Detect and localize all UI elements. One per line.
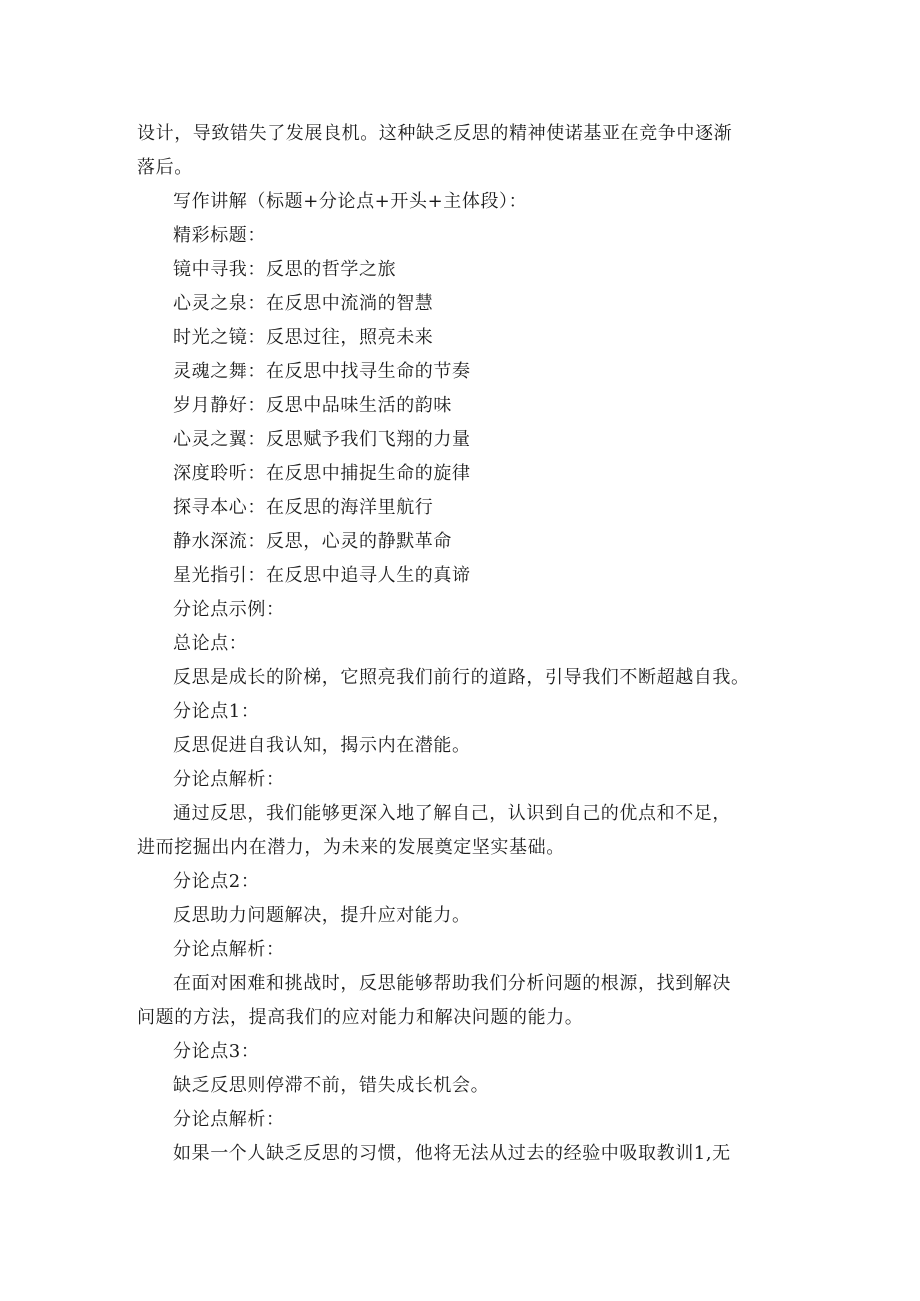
paragraph-line: 问题的方法，提高我们的应对能力和解决问题的能力。 (137, 1007, 584, 1028)
title-item: 岁月静好：反思中品味生活的韵味 (173, 395, 452, 416)
section-heading: 分论点示例： (173, 599, 285, 620)
thesis-statement: 反思是成长的阶梯，它照亮我们前行的道路，引导我们不断超越自我。 (173, 667, 750, 688)
title-item: 心灵之泉：在反思中流淌的智慧 (173, 293, 434, 314)
section-heading: 分论点3： (173, 1041, 260, 1062)
section-heading: 分论点解析： (173, 769, 285, 790)
section-heading: 分论点解析： (173, 939, 285, 960)
title-item: 心灵之翼：反思赋予我们飞翔的力量 (173, 429, 471, 450)
title-item: 静水深流：反思，心灵的静默革命 (173, 531, 452, 552)
paragraph-line: 在面对困难和挑战时，反思能够帮助我们分析问题的根源，找到解决 (173, 973, 731, 994)
paragraph-line: 落后。 (137, 157, 193, 178)
title-item: 探寻本心：在反思的海洋里航行 (173, 497, 434, 518)
title-item: 镜中寻我：反思的哲学之旅 (173, 259, 397, 280)
section-heading: 精彩标题： (173, 225, 266, 246)
section-heading: 分论点1： (173, 701, 260, 722)
title-item: 时光之镜：反思过往，照亮未来 (173, 327, 434, 348)
section-heading: 分论点2： (173, 871, 260, 892)
paragraph-line: 通过反思，我们能够更深入地了解自己，认识到自己的优点和不足， (173, 803, 731, 824)
document-body (137, 117, 797, 1171)
argument-statement: 缺乏反思则停滞不前，错失成长机会。 (173, 1075, 490, 1096)
title-item: 灵魂之舞：在反思中找寻生命的节奏 (173, 361, 471, 382)
title-item: 星光指引：在反思中追寻人生的真谛 (173, 565, 471, 586)
section-heading: 写作讲解（标题+分论点+开头+主体段）： (173, 191, 528, 212)
paragraph-line: 进而挖掘出内在潜力，为未来的发展奠定坚实基础。 (137, 837, 565, 858)
section-heading: 分论点解析： (173, 1109, 285, 1130)
paragraph-line: 设计，导致错失了发展良机。这种缺乏反思的精神使诺基亚在竞争中逐渐 (137, 123, 733, 144)
paragraph-line: 如果一个人缺乏反思的习惯，他将无法从过去的经验中吸取教训1,无 (173, 1143, 731, 1164)
argument-statement: 反思促进自我认知，揭示内在潜能。 (173, 735, 471, 756)
title-item: 深度聆听：在反思中捕捉生命的旋律 (173, 463, 471, 484)
section-heading: 总论点： (173, 633, 248, 654)
argument-statement: 反思助力问题解决，提升应对能力。 (173, 905, 471, 926)
